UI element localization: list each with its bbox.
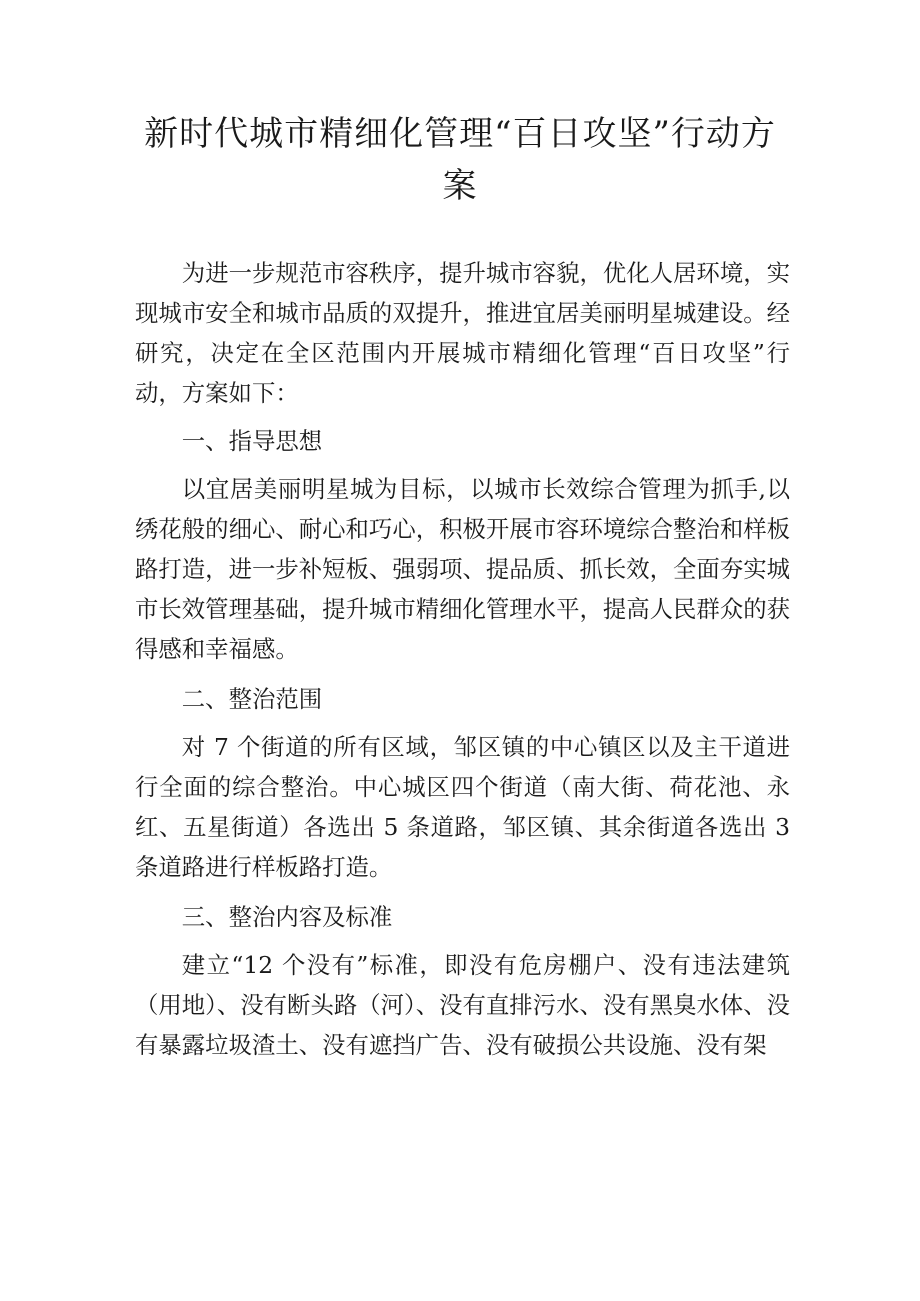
section-body-guiding-ideology: 以宜居美丽明星城为目标，以城市长效综合管理为抓手,以绣花般的细心、耐心和巧心，积极开展市容环境综合整治和样板路打造，进一步补短板、强弱项、提品质、抓长效，全面夯实城市长效管理基础，提升城市精细化管理水平，提高人民群众的获得感和幸福感。 [135,475,790,663]
document-title: 新时代城市精细化管理“百日攻坚”行动方案 [144,114,776,206]
section-heading-content-standards: 三、整治内容及标准 [181,903,393,931]
section-heading-guiding-ideology: 一、指导思想 [181,427,323,455]
document-body [135,253,790,1065]
section-body-content-standards: 建立“12 个没有”标准，即没有危房棚户、没有违法建筑（用地）、没有断头路（河）、没有直排污水、没有黑臭水体、没有暴露垃圾渣土、没有遮挡广告、没有破损公共设施、没有架 [135,951,790,1059]
section-heading-scope: 二、整治范围 [181,685,323,713]
section-body-scope: 对 7 个街道的所有区域，邹区镇的中心镇区以及主干道进行全面的综合整治。中心城区四个街道（南大街、荷花池、永红、五星街道）各选出 5 条道路，邹区镇、其余街道各选出 3 条道路进行样板路打造。 [135,733,790,881]
intro-paragraph: 为进一步规范市容秩序，提升城市容貌，优化人居环境，实现城市安全和城市品质的双提升，推进宜居美丽明星城建设。经研究，决定在全区范围内开展城市精细化管理“百日攻坚”行动，方案如下： [135,259,790,407]
